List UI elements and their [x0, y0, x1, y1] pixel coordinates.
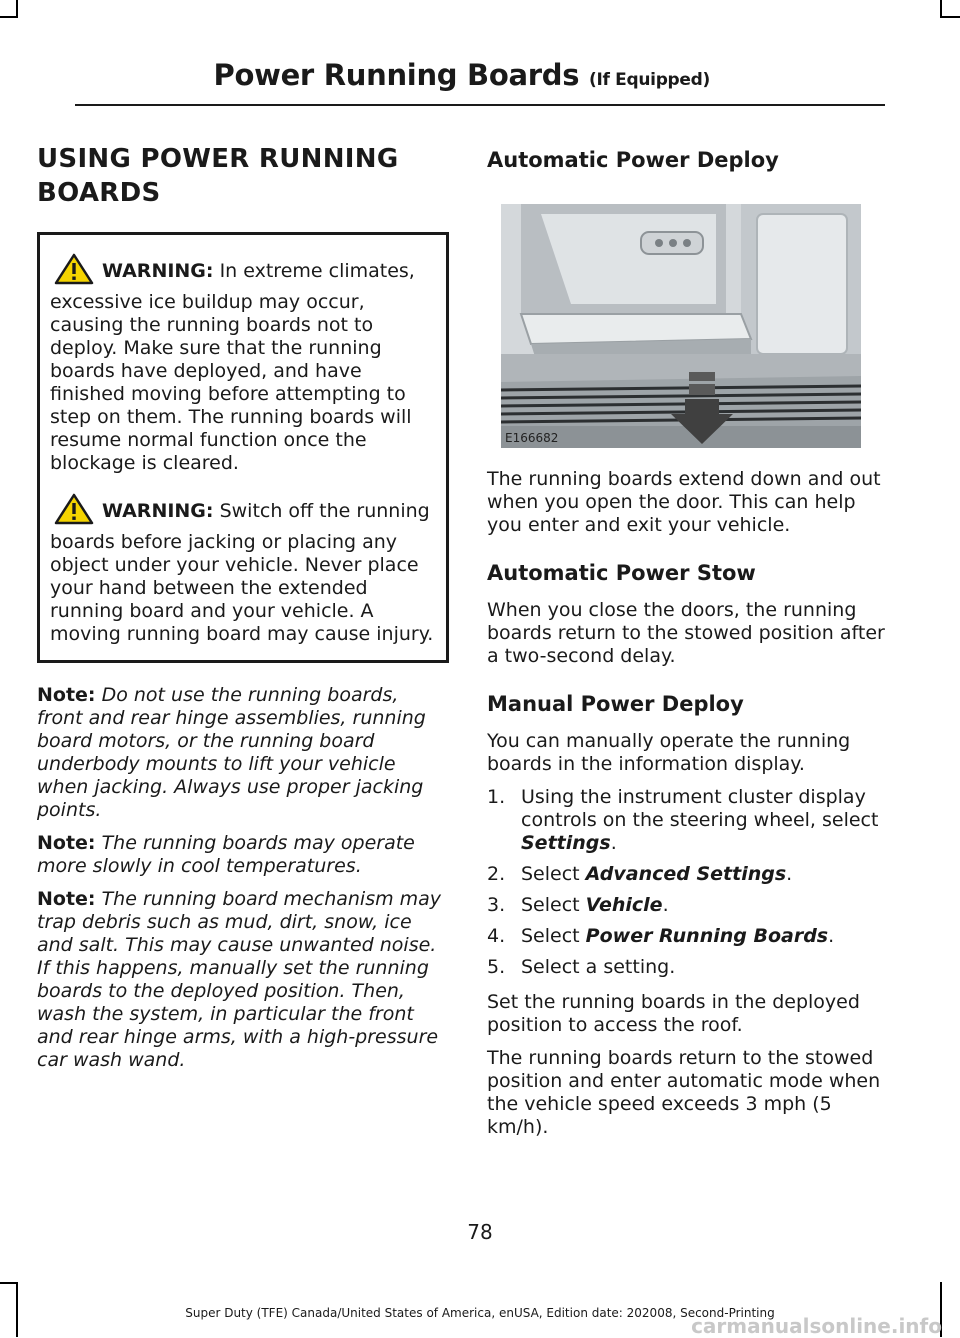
- page-footer: Super Duty (TFE) Canada/United States of America, enUSA, Edition date: 202008, Second-Printing: [185, 1306, 775, 1320]
- note-text: Do not use the running boards, front and rear hinge assemblies, running board motors, or the running board underbody mounts to lift your vehicle when jacking. Always use proper jacking points.: [37, 684, 426, 821]
- warning-item: [50, 493, 438, 646]
- warning-box: [37, 232, 449, 663]
- step-text: Select: [521, 925, 586, 947]
- step-number: 2.: [487, 863, 506, 885]
- watermark: carmanualsonline.info: [691, 1314, 942, 1338]
- header-divider: [75, 104, 885, 106]
- right-column: [487, 142, 887, 1139]
- note: [37, 888, 447, 1072]
- note-text: The running boards may operate more slowly in cool temperatures.: [37, 832, 415, 877]
- warning-triangle-icon: [54, 253, 94, 291]
- steps-list: [487, 786, 887, 979]
- deploy-heading: Automatic Power Deploy: [487, 148, 779, 172]
- warning-label: WARNING:: [102, 260, 214, 282]
- stow-heading: Automatic Power Stow: [487, 561, 756, 585]
- note-label: Note:: [37, 684, 96, 706]
- auto-mode-description: The running boards return to the stowed position and enter automatic mode when the vehicle speed exceeds 3 mph (5 km/h).: [487, 1047, 881, 1138]
- manual-description: You can manually operate the running boards in the information display.: [487, 730, 851, 775]
- step-suffix: .: [662, 894, 669, 916]
- step-item: [487, 863, 887, 886]
- step-text: Select: [521, 894, 586, 916]
- warning-label: WARNING:: [102, 500, 214, 522]
- left-column: [37, 142, 447, 1082]
- illustration-svg: [501, 204, 861, 448]
- step-number: 1.: [487, 786, 506, 808]
- figure-code: E166682: [505, 431, 559, 445]
- warning-text: Switch off the running boards before jacking or placing any object under your vehicle. Never place your hand between the extended running board and your vehicle. A moving running board may cause injury.: [50, 500, 434, 645]
- warning-item: [50, 253, 438, 475]
- step-item: [487, 925, 887, 948]
- step-number: 4.: [487, 925, 506, 947]
- page-number: 78: [467, 1220, 493, 1244]
- step-text: Using the instrument cluster display controls on the steering wheel, select: [521, 786, 879, 831]
- note: [37, 684, 447, 822]
- deploy-description: The running boards extend down and out when you open the door. This can help you enter and exit your vehicle.: [487, 468, 881, 536]
- section-title: USING POWER RUNNING BOARDS: [37, 144, 399, 208]
- step-number: 5.: [487, 956, 506, 978]
- warning-text: In extreme climates, excessive ice buildup may occur, causing the running boards not to deploy. Make sure that the running boards have deployed, and have finished moving before attempting to step on them. The running boards will resume normal function once the blockage is cleared.: [50, 260, 415, 474]
- crop-mark: [0, 1282, 18, 1284]
- stow-description: When you close the doors, the running boards return to the stowed position after a two-second delay.: [487, 599, 885, 667]
- note-label: Note:: [37, 832, 96, 854]
- roof-description: Set the running boards in the deployed position to access the roof.: [487, 991, 860, 1036]
- crop-mark: [940, 16, 960, 18]
- page-header: [214, 58, 711, 92]
- step-text: Select a setting.: [521, 956, 676, 978]
- step-number: 3.: [487, 894, 506, 916]
- step-item: [487, 894, 887, 917]
- note-label: Note:: [37, 888, 96, 910]
- note: [37, 832, 447, 878]
- step-suffix: .: [786, 863, 793, 885]
- step-emphasis: Power Running Boards: [585, 925, 829, 947]
- warning-triangle-icon: [54, 493, 94, 531]
- step-emphasis: Vehicle: [585, 894, 663, 916]
- crop-mark: [0, 16, 18, 18]
- step-emphasis: Advanced Settings: [585, 863, 787, 885]
- running-board-illustration: [501, 204, 861, 448]
- step-emphasis: Settings: [521, 832, 611, 854]
- manual-heading: Manual Power Deploy: [487, 692, 744, 716]
- step-suffix: .: [828, 925, 835, 947]
- note-text: The running board mechanism may trap debris such as mud, dirt, snow, ice and salt. This may cause unwanted noise. If this happens, manually set the running boards to the deployed position. Then, wash the system, in particular the front and rear hinge arms, with a high-pressure car wash wand.: [37, 888, 442, 1071]
- step-text: Select: [521, 863, 586, 885]
- step-item: [487, 956, 887, 979]
- header-subtitle: (If Equipped): [588, 70, 710, 90]
- step-suffix: .: [610, 832, 617, 854]
- step-item: [487, 786, 887, 855]
- header-title: Power Running Boards: [213, 58, 580, 92]
